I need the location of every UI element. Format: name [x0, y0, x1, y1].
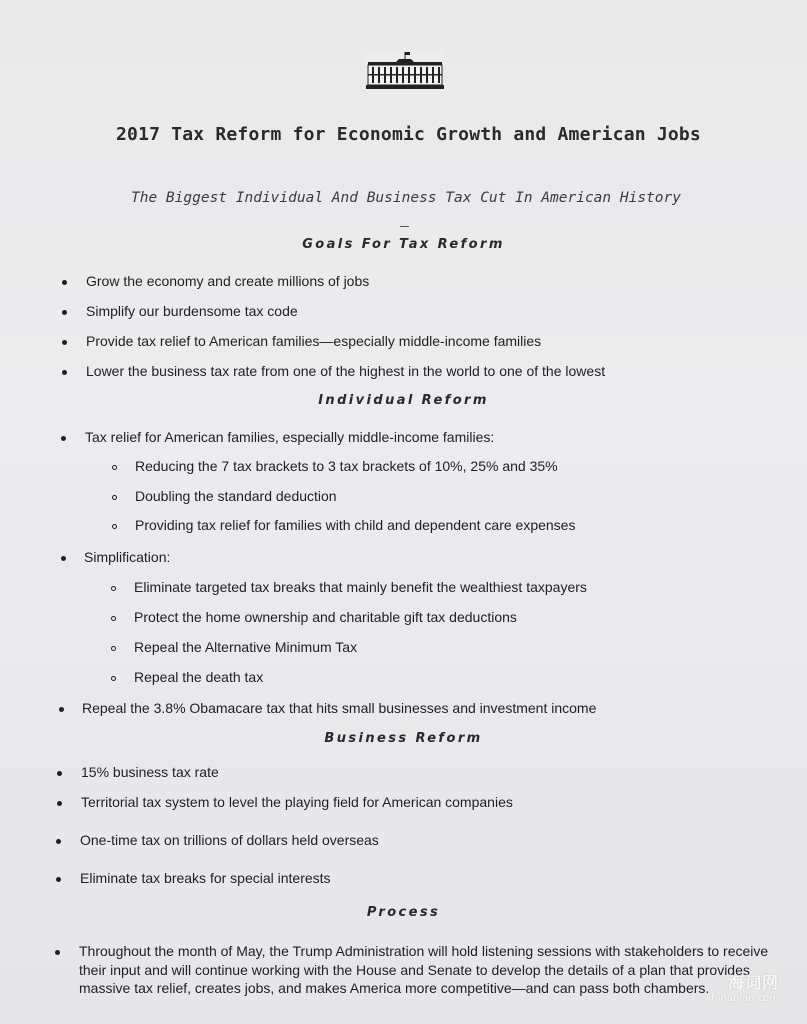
business-reform-heading: Business Reform	[324, 731, 483, 746]
goal-item: Simplify our burdensome tax code	[86, 303, 298, 319]
simplification-label: Simplification:	[84, 549, 171, 565]
bullet-icon	[57, 801, 62, 806]
bullet-icon	[56, 877, 61, 882]
bullet-icon	[61, 436, 66, 441]
relief-label: Tax relief for American families, especially middle-income families:	[85, 429, 495, 445]
goals-heading: Goals For Tax Reform	[302, 237, 505, 252]
sub-bullet-icon	[111, 676, 116, 681]
document-title: 2017 Tax Reform for Economic Growth and American Jobs	[116, 124, 701, 145]
sub-bullet-icon	[111, 616, 116, 621]
bullet-icon	[61, 556, 66, 561]
bullet-icon	[59, 707, 64, 712]
relief-item: Providing tax relief for families with child and dependent care expenses	[135, 517, 576, 533]
business-item: 15% business tax rate	[81, 764, 219, 780]
divider-dash	[400, 226, 409, 227]
simplification-item: Repeal the Alternative Minimum Tax	[134, 639, 358, 655]
white-house-icon	[366, 50, 444, 92]
relief-item: Doubling the standard deduction	[135, 488, 337, 504]
relief-item: Reducing the 7 tax brackets to 3 tax brackets of 10%, 25% and 35%	[135, 458, 558, 474]
sub-bullet-icon	[112, 524, 117, 529]
bullet-icon	[55, 950, 60, 955]
bullet-icon	[57, 771, 62, 776]
sub-bullet-icon	[112, 465, 117, 470]
document-subtitle: The Biggest Individual And Business Tax Cut In American History	[131, 190, 681, 206]
bullet-icon	[62, 280, 67, 285]
bullet-icon	[62, 340, 67, 345]
simplification-item: Repeal the death tax	[134, 669, 264, 685]
watermark-url: hinabian.com	[711, 993, 779, 1004]
simplification-item: Eliminate targeted tax breaks that mainly benefit the wealthiest taxpayers	[134, 579, 587, 595]
goal-item: Lower the business tax rate from one of the highest in the world to one of the lowest	[86, 363, 606, 379]
individual-reform-heading: Individual Reform	[318, 393, 489, 408]
business-item: Eliminate tax breaks for special interests	[80, 870, 331, 886]
sub-bullet-icon	[112, 495, 117, 500]
watermark-logo: 海词网	[727, 973, 779, 992]
obamacare-item: Repeal the 3.8% Obamacare tax that hits small businesses and investment income	[82, 700, 597, 716]
process-paragraph: Throughout the month of May, the Trump Administration will hold listening sessions with stakeholders to receive their input and will continue working with the House and Senate to develop the details of a plan that provides massive tax relief, creates jobs, and makes America more competitive—and can pass both chambers.	[79, 943, 769, 996]
goal-item: Provide tax relief to American families—especially middle-income families	[86, 333, 542, 349]
business-item: One-time tax on trillions of dollars held overseas	[80, 832, 379, 848]
business-item: Territorial tax system to level the playing field for American companies	[81, 794, 513, 810]
watermark	[711, 970, 779, 1004]
bullet-icon	[62, 310, 67, 315]
goal-item: Grow the economy and create millions of jobs	[86, 273, 370, 289]
process-heading: Process	[366, 905, 441, 920]
sub-bullet-icon	[111, 646, 116, 651]
bullet-icon	[62, 370, 67, 375]
simplification-item: Protect the home ownership and charitable gift tax deductions	[134, 609, 517, 625]
bullet-icon	[56, 839, 61, 844]
sub-bullet-icon	[111, 586, 116, 591]
